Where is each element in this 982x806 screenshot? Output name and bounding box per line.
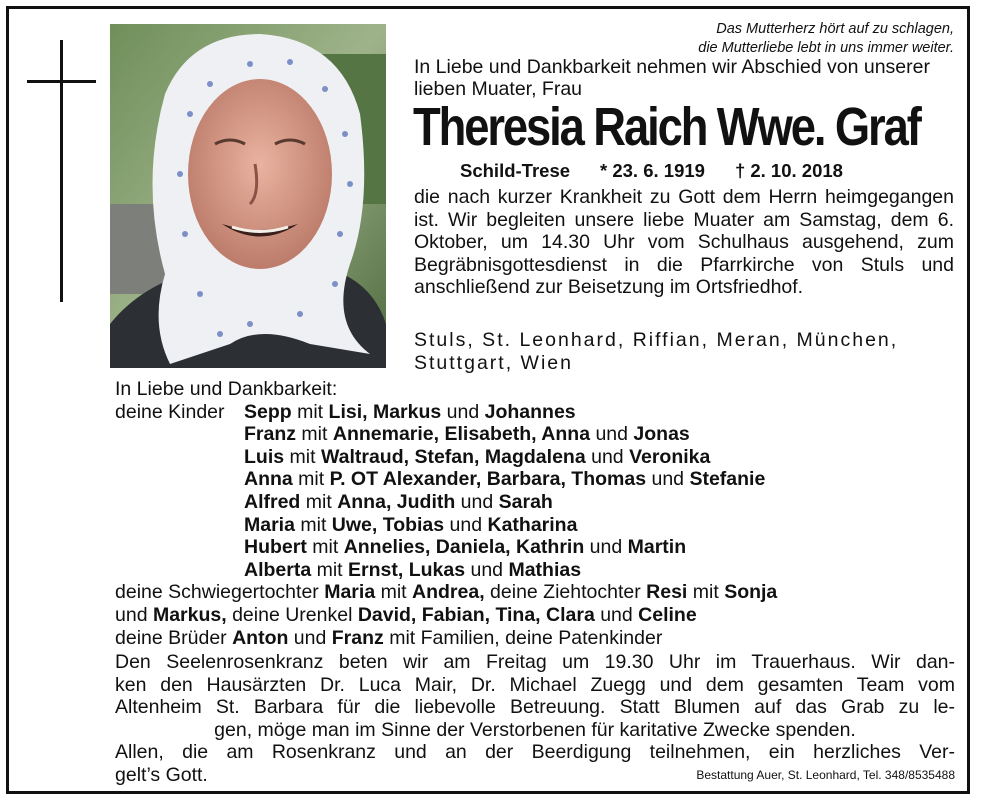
- family-name: Sarah: [498, 490, 553, 513]
- funeral-home: Bestattung Auer, St. Leonhard, Tel. 348/8535488: [696, 767, 955, 782]
- motto-line: die Mutterliebe lebt in uns immer weiter.: [698, 40, 954, 56]
- family-text: mit: [687, 581, 725, 604]
- family-text: mit: [306, 536, 344, 559]
- family-name: Anna: [244, 468, 293, 491]
- family-text: und: [444, 513, 488, 536]
- family-name: Sonja: [724, 581, 778, 604]
- family-text: mit: [300, 490, 338, 513]
- family-list: [115, 378, 955, 649]
- family-text: und: [646, 468, 690, 491]
- family-name: Celine: [638, 603, 697, 626]
- family-name: Anton: [232, 626, 289, 649]
- family-intro: In Liebe und Dankbarkeit:: [115, 378, 338, 400]
- family-name: Alberta: [244, 558, 312, 581]
- family-name: Luis: [244, 445, 285, 468]
- relatives-row: [115, 581, 955, 604]
- family-name: Katharina: [487, 513, 578, 536]
- family-name: P. OT Alexander, Barbara, Thomas: [329, 468, 647, 491]
- birth-date: * 23. 6. 1919: [600, 160, 705, 181]
- family-text: und: [584, 536, 628, 559]
- family-name: Maria: [324, 581, 376, 604]
- family-name: Waltraud, Stefan, Magdalena: [320, 445, 586, 468]
- family-text: und: [288, 626, 332, 649]
- family-name: David, Fabian, Tina, Clara: [357, 603, 595, 626]
- children-prefix: deine Kinder: [115, 400, 225, 423]
- funeral-announcement: die nach kurzer Krankheit zu Gott dem Herrn heimgegangen ist. Wir begleiten unsere liebe Muater am Samstag, dem 6. Oktober, um 14.30 Uhr vom Schulhaus ausgehend, zum Begräbnisgottesdienst in die Pfarrkirche von Stuls und anschließend zur Beisetzung im Ortsfriedhof.: [414, 186, 954, 299]
- closing-line: Altenheim St. Barbara für die liebevolle Betreuung. Statt Blumen auf das Grab zu le-: [115, 696, 955, 719]
- deceased-name: Theresia Raich Wwe. Graf: [413, 97, 920, 157]
- family-text: mit: [291, 400, 329, 423]
- family-name: Ernst, Lukas: [348, 558, 466, 581]
- family-text: und: [590, 423, 634, 446]
- family-text: mit: [294, 513, 332, 536]
- relatives-row: [115, 604, 955, 627]
- family-text: und: [441, 400, 485, 423]
- family-name: Veronika: [629, 445, 711, 468]
- family-text: deine Urenkel: [226, 603, 358, 626]
- family-name: Maria: [244, 513, 295, 536]
- family-text: und: [115, 603, 153, 626]
- family-name: Uwe, Tobias: [331, 513, 445, 536]
- child-row: [115, 401, 955, 424]
- family-name: Hubert: [244, 536, 307, 559]
- portrait-photo: [110, 24, 386, 368]
- family-name: Anna, Judith: [337, 490, 456, 513]
- motto-line: Das Mutterherz hört auf zu schlagen,: [716, 21, 954, 37]
- relatives-list: [115, 581, 955, 649]
- family-name: Annemarie, Elisabeth, Anna: [332, 423, 591, 446]
- family-name: Andrea,: [412, 581, 485, 604]
- family-text: mit: [311, 558, 349, 581]
- family-name: Johannes: [484, 400, 576, 423]
- family-name: Alfred: [244, 490, 301, 513]
- life-dates: [460, 160, 843, 182]
- children-list: [115, 401, 955, 582]
- family-name: Annelies, Daniela, Kathrin: [343, 536, 585, 559]
- closing-line: ken den Hausärzten Dr. Luca Mair, Dr. Michael Zuegg und dem gesamten Team vom: [115, 673, 955, 696]
- family-text: mit: [292, 468, 330, 491]
- family-text: mit: [296, 423, 333, 446]
- family-text: und: [455, 490, 499, 513]
- family-text: mit Familien, deine Patenkinder: [383, 626, 663, 649]
- family-text: deine Ziehtochter: [484, 581, 647, 604]
- family-name: Lisi, Markus: [328, 400, 442, 423]
- family-text: und: [585, 445, 630, 468]
- closing-line: Allen, die am Rosenkranz und an der Beerdigung teilnehmen, ein herzliches Ver-: [115, 741, 955, 764]
- motto-quote: [698, 20, 954, 58]
- family-text: mit: [375, 581, 413, 604]
- closing-line: gen, möge man im Sinne der Verstorbenen für karitative Zwecke spenden.: [214, 718, 856, 741]
- child-row: [115, 559, 955, 582]
- closing-last-line: gelt’s Gott.: [115, 763, 208, 786]
- family-text: und: [465, 558, 509, 581]
- family-name: Jonas: [633, 423, 690, 446]
- nickname: Schild-Trese: [460, 160, 571, 181]
- family-name: Sepp: [244, 400, 292, 423]
- intro-text: In Liebe und Dankbarkeit nehmen wir Abschied von unserer lieben Muater, Frau: [414, 56, 930, 100]
- family-text: deine Brüder: [115, 626, 233, 649]
- family-name: Stefanie: [689, 468, 766, 491]
- family-name: Franz: [331, 626, 384, 649]
- child-row: [115, 536, 955, 559]
- places-list: Stuls, St. Leonhard, Riffian, Meran, München, Stuttgart, Wien: [414, 329, 899, 374]
- family-name: Mathias: [508, 558, 582, 581]
- relatives-row: [115, 627, 955, 650]
- family-text: deine Schwiegertochter: [115, 581, 325, 604]
- family-text: mit: [284, 445, 321, 468]
- family-name: Resi: [646, 581, 688, 604]
- family-name: Markus,: [152, 603, 227, 626]
- child-row: [115, 491, 955, 514]
- death-date: † 2. 10. 2018: [734, 160, 843, 181]
- family-text: und: [594, 603, 639, 626]
- closing-line: Den Seelenrosenkranz beten wir am Freitag um 19.30 Uhr im Trauerhaus. Wir dan-: [115, 651, 955, 673]
- child-row: [115, 423, 955, 446]
- family-name: Franz: [244, 423, 297, 446]
- child-row: [115, 514, 955, 537]
- closing-text: [115, 651, 955, 787]
- child-row: [115, 468, 955, 491]
- family-name: Martin: [627, 536, 687, 559]
- child-row: [115, 446, 955, 469]
